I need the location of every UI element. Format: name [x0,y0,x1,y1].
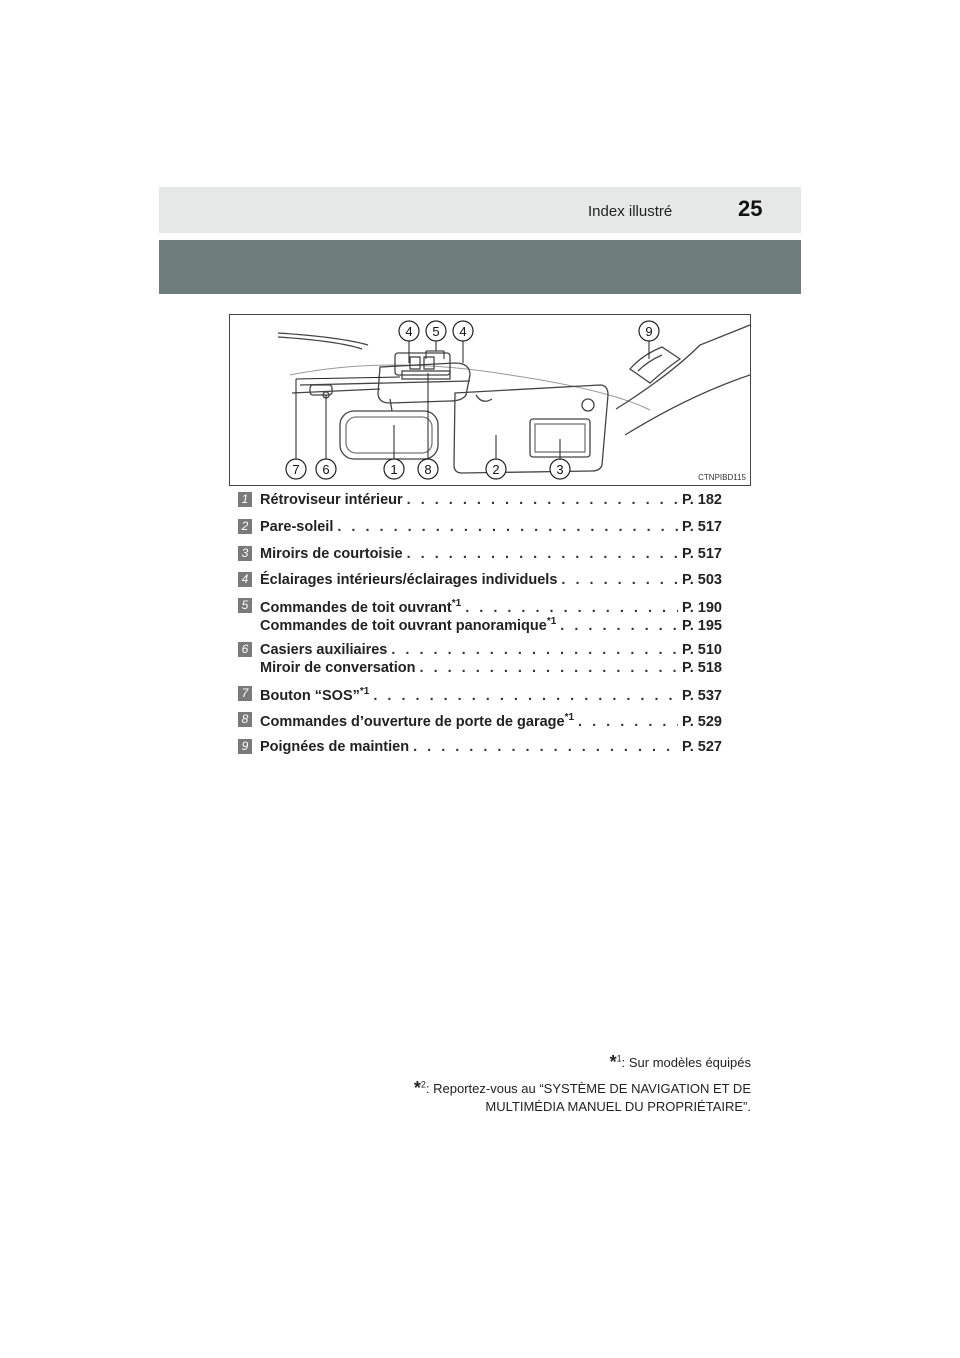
figure-code: CTNPIBD115 [698,473,746,482]
page-ref[interactable]: P. 182 [681,492,722,508]
callout-7: 7 [292,462,300,477]
footnote-star: * [609,1052,617,1072]
callout-4-left: 4 [405,324,413,339]
item-label: Miroir de conversation [260,660,416,676]
item-number: 5 [238,598,252,613]
footnote-1 [610,1052,751,1073]
callout-1: 1 [390,462,398,477]
page-ref[interactable]: P. 190 [681,600,722,616]
header-bar [159,187,801,233]
page-ref[interactable]: P. 537 [681,688,722,704]
item-number: 3 [238,546,252,561]
item-label: Rétroviseur intérieur [260,492,403,508]
item-label: Éclairages intérieurs/éclairages individuels [260,572,558,588]
item-label: Miroirs de courtoisie [260,546,403,562]
footnote-text-continued: MULTIMÉDIA MANUEL DU PROPRIÉTAIRE”. [485,1099,751,1114]
callout-6: 6 [322,462,330,477]
footnote-marker: *1 [359,686,370,697]
footnote-index: 1 [616,1053,622,1064]
item-label: Commandes de toit ouvrant panoramique [260,618,547,634]
item-number: 8 [238,712,252,727]
item-number: 2 [238,519,252,534]
callout-4-right: 4 [459,324,467,339]
page-ref[interactable]: P. 529 [681,714,722,730]
page-ref[interactable]: P. 195 [681,618,722,634]
callout-5: 5 [432,324,440,339]
page-ref[interactable]: P. 517 [681,546,722,562]
footnote-marker: *1 [546,616,557,627]
item-label: Commandes d’ouverture de porte de garage [260,714,565,730]
illustration-drawing [230,315,750,485]
callout-2: 2 [492,462,500,477]
footnote-star: * [413,1078,421,1098]
page-ref[interactable]: P. 517 [681,519,722,535]
footnote-text: : Reportez-vous au “SYSTÈME DE NAVIGATION ET DE [425,1081,751,1096]
callout-3: 3 [556,462,564,477]
item-number: 4 [238,572,252,587]
footnote-2 [414,1078,751,1114]
item-label: Casiers auxiliaires [260,642,388,658]
item-number: 9 [238,739,252,754]
item-number: 6 [238,642,252,657]
page-number: 25 [738,196,763,221]
page-ref[interactable]: P. 527 [681,739,722,755]
page-ref[interactable]: P. 503 [681,572,722,588]
section-title: Index illustré [588,203,673,220]
callout-8: 8 [424,462,432,477]
page-ref[interactable]: P. 510 [681,642,722,658]
footnote-index: 2 [420,1079,426,1090]
header-band [159,240,801,294]
footnote-text: : Sur modèles équipés [621,1055,751,1070]
item-label: Poignées de maintien [260,739,410,755]
callout-9: 9 [645,324,653,339]
footnote-marker: *1 [451,598,462,609]
footnote-marker: *1 [564,712,575,723]
overhead-console-illustration [229,314,751,486]
item-number: 7 [238,686,252,701]
page-ref[interactable]: P. 518 [681,660,722,676]
item-number: 1 [238,492,252,507]
item-label: Pare-soleil [260,519,334,535]
item-label: Commandes de toit ouvrant [260,600,452,616]
item-label: Bouton “SOS” [260,688,360,704]
